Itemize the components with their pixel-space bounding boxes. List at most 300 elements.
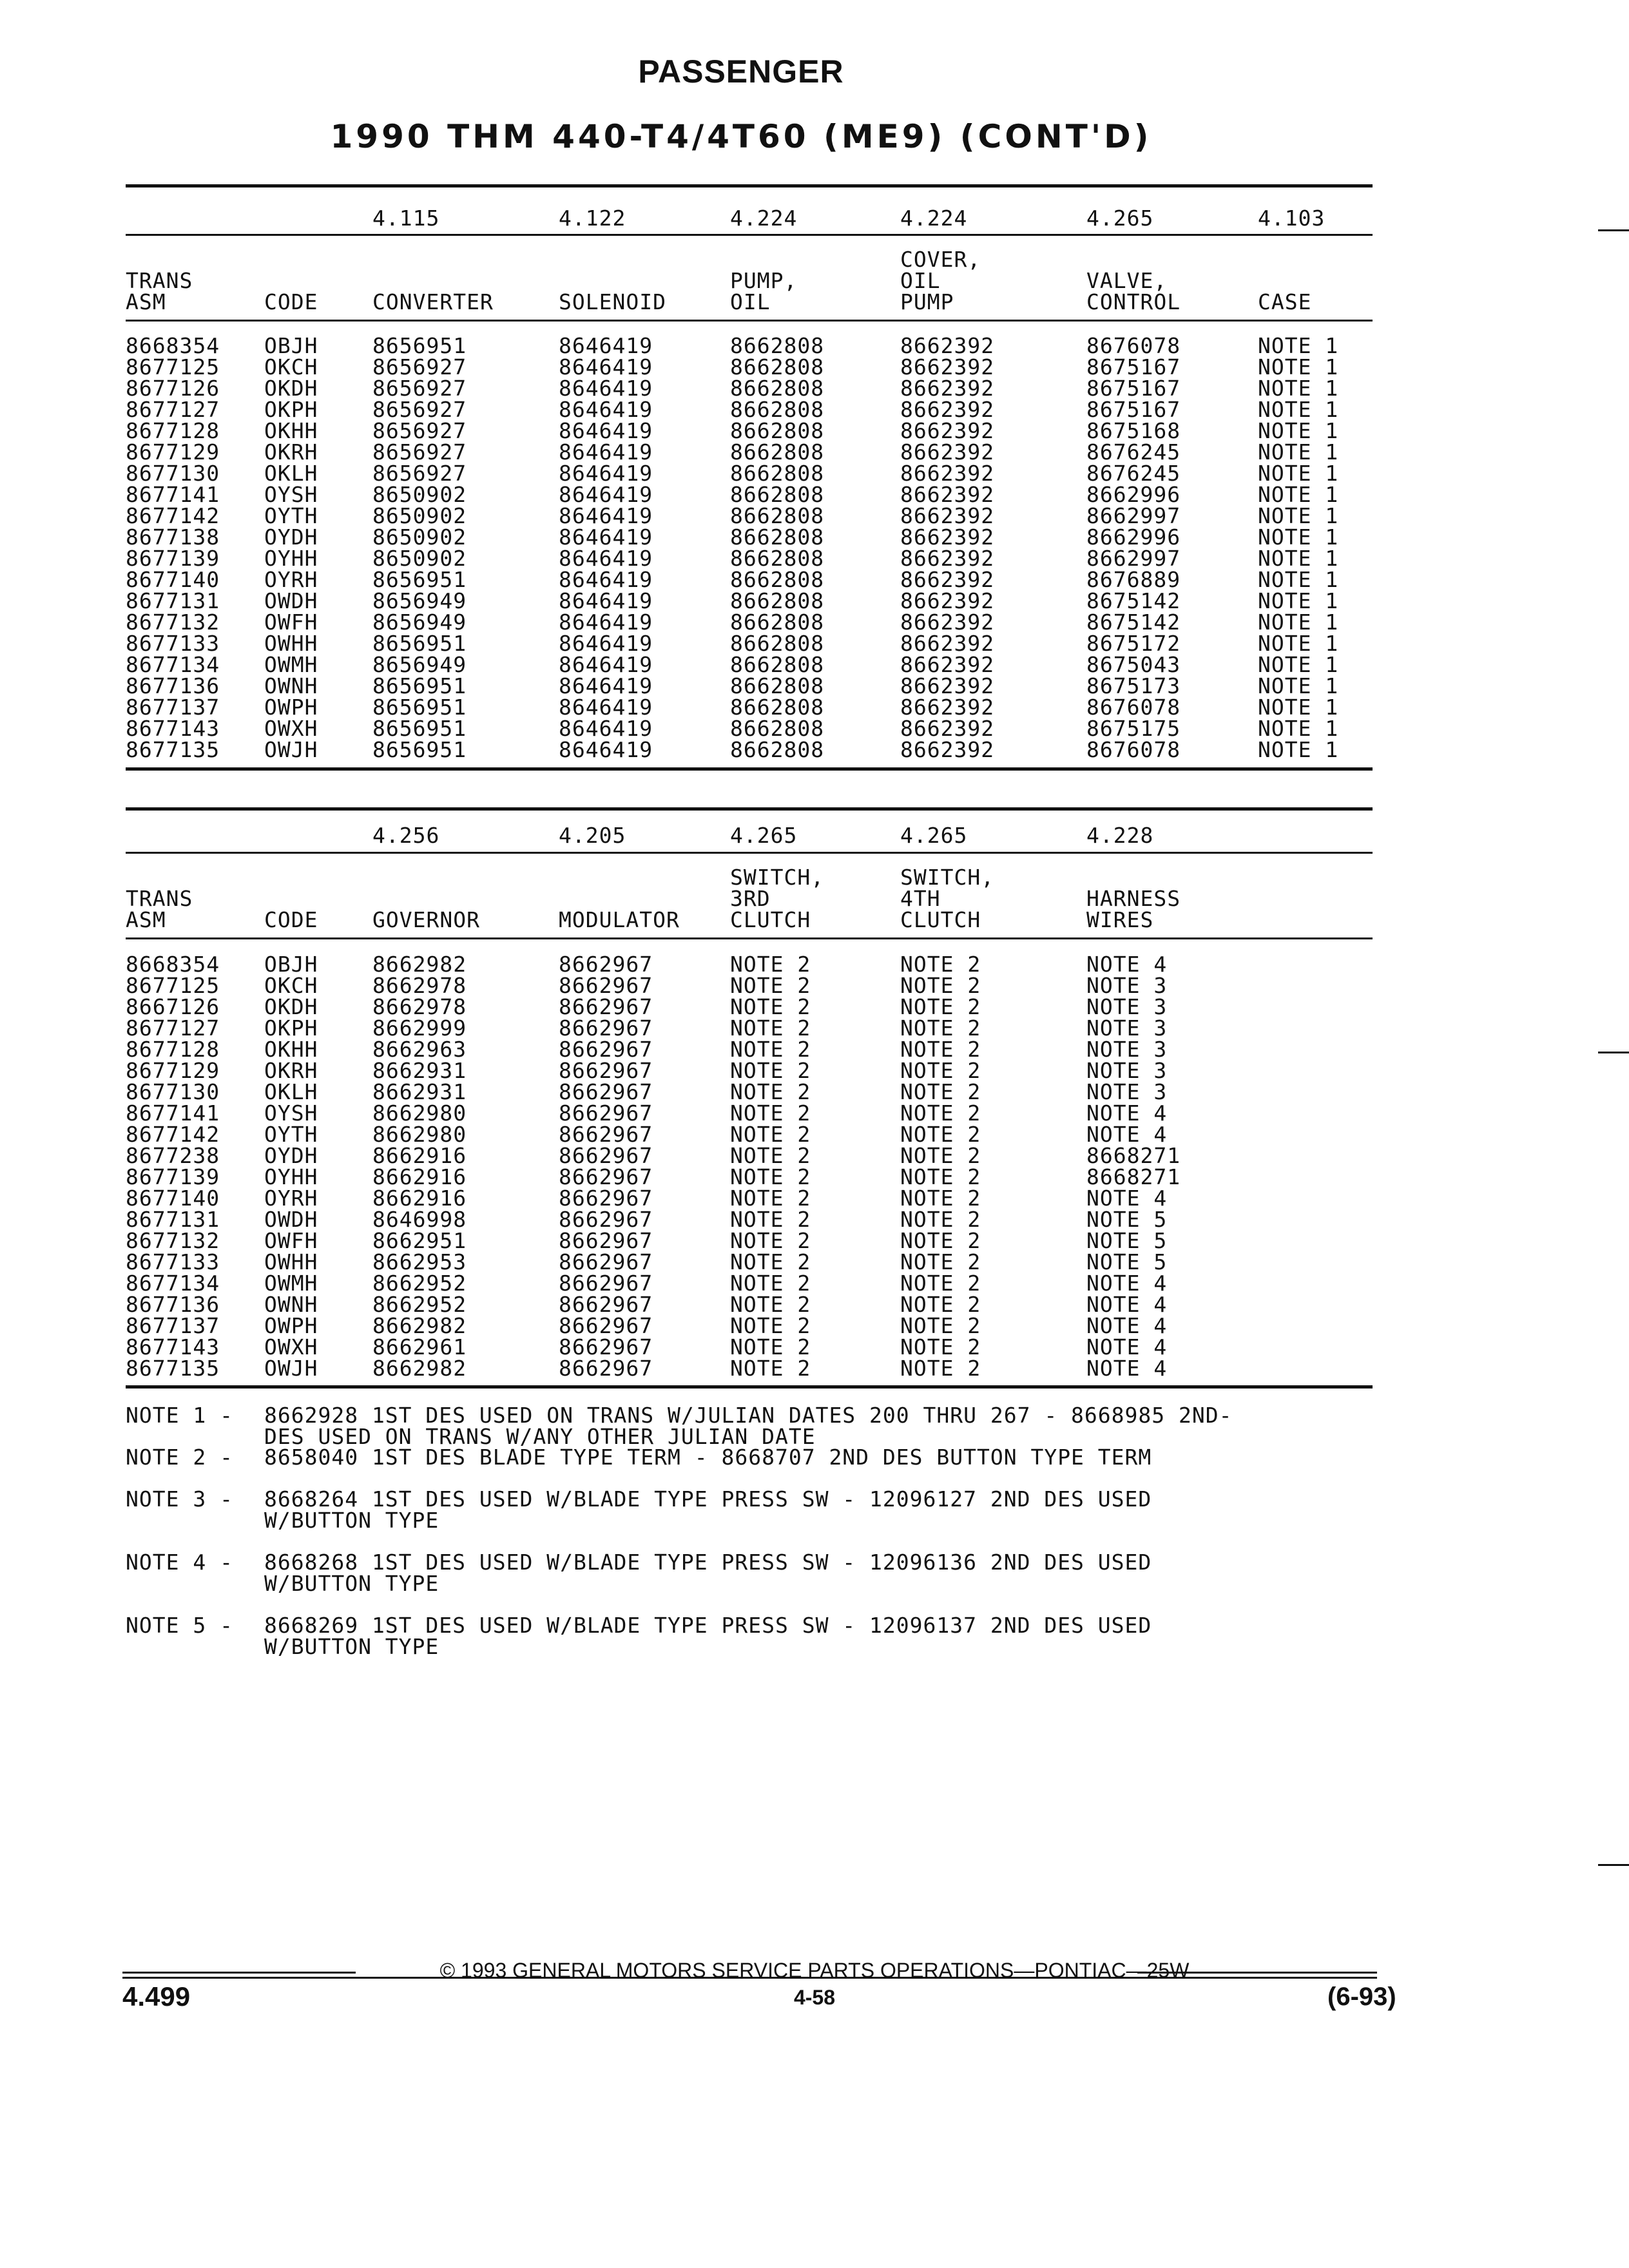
table-cell: 8662392 [900, 524, 995, 550]
table-cell: NOTE 2 [730, 1207, 811, 1232]
table-cell: NOTE 1 [1258, 418, 1339, 443]
table-cell: NOTE 3 [1086, 1058, 1168, 1083]
table-cell: 8662808 [730, 397, 825, 422]
table-cell: NOTE 1 [1258, 354, 1339, 380]
table-cell: NOTE 5 [1086, 1207, 1168, 1232]
table-cell: 8662808 [730, 546, 825, 571]
table-cell: 8646419 [559, 333, 653, 358]
table-cell: 8646419 [559, 673, 653, 698]
table-cell: NOTE 1 [1258, 631, 1339, 656]
table-cell: 8662808 [730, 695, 825, 720]
table-cell: 8662392 [900, 376, 995, 401]
table-cell: 8650902 [372, 546, 467, 571]
table-cell: 8662967 [559, 973, 653, 998]
table-cell: NOTE 1 [1258, 461, 1339, 486]
group-number: 4.265 [1086, 206, 1154, 231]
table-cell: 8656951 [372, 737, 467, 762]
table-cell: 8677134 [126, 1271, 220, 1296]
table-cell: 8662967 [559, 1334, 653, 1360]
table-cell: 8662392 [900, 673, 995, 698]
column-header: CASE [1258, 289, 1312, 314]
table-cell: 8677131 [126, 588, 220, 613]
table-cell: 8662967 [559, 952, 653, 977]
table-cell: NOTE 3 [1086, 1079, 1168, 1104]
table-cell: 8662392 [900, 461, 995, 486]
table-cell: 8662808 [730, 631, 825, 656]
table-cell: 8677127 [126, 1015, 220, 1041]
group-number: 4.115 [372, 206, 440, 231]
table-cell: 8662808 [730, 716, 825, 741]
table-cell: OKRH [264, 1058, 318, 1083]
table-cell: OKHH [264, 418, 318, 443]
table-cell: 8668271 [1086, 1164, 1181, 1189]
table-cell: NOTE 1 [1258, 503, 1339, 528]
column-header: CONVERTER [372, 289, 494, 314]
table-cell: 8662978 [372, 994, 467, 1019]
table-cell: 8646419 [559, 354, 653, 380]
table-cell: NOTE 2 [900, 1313, 981, 1338]
table-cell: OYTH [264, 503, 318, 528]
table-cell: 8646419 [559, 376, 653, 401]
table-cell: NOTE 4 [1086, 1186, 1168, 1211]
table-cell: 8662967 [559, 1292, 653, 1317]
table-cell: 8677137 [126, 695, 220, 720]
table-cell: NOTE 2 [900, 1334, 981, 1360]
footer-copyright: © 1993 GENERAL MOTORS SERVICE PARTS OPERATIONS—PONTIAC—25W [439, 1959, 1190, 1982]
note-text: 8658040 1ST DES BLADE TYPE TERM - 8668707 2ND DES BUTTON TYPE TERM [264, 1445, 1152, 1470]
table-cell: OWHH [264, 631, 318, 656]
table-cell: OYDH [264, 524, 318, 550]
table-cell: 8646419 [559, 546, 653, 571]
table-cell: 8675167 [1086, 397, 1181, 422]
table-cell: 8662967 [559, 1186, 653, 1211]
table-cell: NOTE 2 [730, 1015, 811, 1041]
group-number: 4.256 [372, 823, 440, 848]
table-cell: OWXH [264, 1334, 318, 1360]
table-cell: 8662996 [1086, 482, 1181, 507]
table-cell: 8677128 [126, 418, 220, 443]
table-cell: OYRH [264, 567, 318, 592]
table-cell: 8677140 [126, 1186, 220, 1211]
table-cell: NOTE 2 [730, 1334, 811, 1360]
table-cell: NOTE 2 [730, 994, 811, 1019]
table-cell: 8675167 [1086, 376, 1181, 401]
table-cell: NOTE 1 [1258, 567, 1339, 592]
table-cell: NOTE 4 [1086, 1356, 1168, 1381]
table-cell: OKCH [264, 354, 318, 380]
table-cell: NOTE 2 [730, 1037, 811, 1062]
table-cell: 8676245 [1086, 439, 1181, 465]
footer-date: (6-93) [1327, 1983, 1396, 2011]
table-top-rule [126, 184, 1373, 187]
table-cell: 8646419 [559, 439, 653, 465]
column-header: TRANS ASM [126, 268, 193, 314]
table-cell: 8662967 [559, 1313, 653, 1338]
table-cell: NOTE 4 [1086, 1313, 1168, 1338]
table-cell: 8677137 [126, 1313, 220, 1338]
column-header: TRANS ASM [126, 886, 193, 932]
table-cell: 8662808 [730, 673, 825, 698]
table-cell: 8662982 [372, 1313, 467, 1338]
table-cell: 8676889 [1086, 567, 1181, 592]
table-cell: NOTE 3 [1086, 973, 1168, 998]
table-cell: NOTE 2 [730, 1271, 811, 1296]
table-cell: 8677132 [126, 610, 220, 635]
table-cell: 8646419 [559, 461, 653, 486]
table-cell: 8662392 [900, 418, 995, 443]
table-cell: OYTH [264, 1122, 318, 1147]
footer-page-number: 4-58 [793, 1986, 836, 2009]
table-cell: OWMH [264, 652, 318, 677]
table-cell: NOTE 2 [730, 1356, 811, 1381]
table-cell: OWJH [264, 737, 318, 762]
table-cell: 8646419 [559, 567, 653, 592]
table-cell: 8662392 [900, 716, 995, 741]
table-cell: OWDH [264, 1207, 318, 1232]
table-cell: NOTE 2 [900, 1228, 981, 1253]
table-cell: 8662967 [559, 1143, 653, 1168]
table-cell: 8662392 [900, 503, 995, 528]
table-cell: 8677132 [126, 1228, 220, 1253]
column-header: SWITCH, 3RD CLUTCH [730, 865, 825, 932]
table-cell: 8675172 [1086, 631, 1181, 656]
group-number: 4.265 [900, 823, 968, 848]
table-cell: NOTE 2 [730, 1292, 811, 1317]
table-cell: 8656951 [372, 673, 467, 698]
table-cell: OKRH [264, 439, 318, 465]
table-cell: OWHH [264, 1249, 318, 1274]
table-cell: 8677133 [126, 1249, 220, 1274]
table-cell: 8668271 [1086, 1143, 1181, 1168]
table-cell: 8677128 [126, 1037, 220, 1062]
table-cell: OWPH [264, 1313, 318, 1338]
table-cell: 8677127 [126, 397, 220, 422]
table-cell: OKHH [264, 1037, 318, 1062]
table-cell: NOTE 2 [900, 1249, 981, 1274]
table-cell: 8656949 [372, 588, 467, 613]
table-cell: 8677143 [126, 716, 220, 741]
table-cell: 8662392 [900, 652, 995, 677]
table-cell: 8677143 [126, 1334, 220, 1360]
table-cell: 8662967 [559, 994, 653, 1019]
table-cell: 8656927 [372, 376, 467, 401]
table-cell: 8646419 [559, 695, 653, 720]
table-cell: 8677139 [126, 1164, 220, 1189]
table-cell: NOTE 2 [730, 1228, 811, 1253]
table-cell: 8677129 [126, 1058, 220, 1083]
table-cell: NOTE 2 [730, 1143, 811, 1168]
table-cell: 8662931 [372, 1079, 467, 1104]
table-cell: NOTE 2 [900, 973, 981, 998]
table-cell: OYDH [264, 1143, 318, 1168]
margin-mark [1598, 229, 1629, 231]
table-cell: 8662967 [559, 1122, 653, 1147]
table-cell: 8646998 [372, 1207, 467, 1232]
table-cell: NOTE 2 [730, 1313, 811, 1338]
table-header-rule [126, 320, 1373, 322]
table-cell: NOTE 3 [1086, 994, 1168, 1019]
table-cell: 8656927 [372, 354, 467, 380]
table-cell: 8656927 [372, 439, 467, 465]
table-cell: 8677130 [126, 461, 220, 486]
table-cell: 8650902 [372, 524, 467, 550]
table-cell: 8650902 [372, 482, 467, 507]
table-cell: 8662808 [730, 567, 825, 592]
table-cell: OYSH [264, 1100, 318, 1126]
table-cell: 8677134 [126, 652, 220, 677]
table-cell: 8662808 [730, 588, 825, 613]
table-cell: 8677130 [126, 1079, 220, 1104]
table-cell: 8677140 [126, 567, 220, 592]
table-cell: OWFH [264, 1228, 318, 1253]
table-cell: OYHH [264, 546, 318, 571]
table-cell: 8662808 [730, 418, 825, 443]
column-header: SOLENOID [559, 289, 666, 314]
column-header: MODULATOR [559, 907, 680, 932]
table-number-rule [126, 852, 1373, 854]
table-cell: NOTE 4 [1086, 1122, 1168, 1147]
group-number: 4.265 [730, 823, 798, 848]
table-cell: NOTE 2 [730, 1122, 811, 1147]
table-cell: NOTE 2 [900, 1079, 981, 1104]
table-cell: 8662967 [559, 1015, 653, 1041]
table-cell: NOTE 2 [900, 994, 981, 1019]
note-label: NOTE 2 - [126, 1445, 233, 1470]
table-cell: OKDH [264, 376, 318, 401]
table-cell: NOTE 2 [730, 1079, 811, 1104]
table-cell: OYSH [264, 482, 318, 507]
page-title: 1990 THM 440-T4/4T60 (ME9) (CONT'D) [330, 118, 1152, 155]
column-header: SWITCH, 4TH CLUTCH [900, 865, 995, 932]
table-cell: 8676078 [1086, 333, 1181, 358]
table-bottom-rule [126, 767, 1373, 771]
table-cell: 8662952 [372, 1271, 467, 1296]
table-cell: 8662967 [559, 1037, 653, 1062]
table-cell: 8662967 [559, 1058, 653, 1083]
table-cell: NOTE 1 [1258, 652, 1339, 677]
table-cell: OKDH [264, 994, 318, 1019]
table-cell: OYHH [264, 1164, 318, 1189]
table-cell: 8646419 [559, 652, 653, 677]
table-cell: 8662978 [372, 973, 467, 998]
page-category: PASSENGER [638, 53, 844, 90]
table-cell: 8677125 [126, 354, 220, 380]
table-cell: NOTE 2 [900, 952, 981, 977]
table-cell: OWPH [264, 695, 318, 720]
table-cell: OKPH [264, 397, 318, 422]
table-cell: 8646419 [559, 418, 653, 443]
table-cell: 8646419 [559, 631, 653, 656]
table-cell: 8662967 [559, 1271, 653, 1296]
table-cell: NOTE 2 [900, 1058, 981, 1083]
group-number: 4.205 [559, 823, 626, 848]
table-cell: 8662392 [900, 695, 995, 720]
table-cell: 8677133 [126, 631, 220, 656]
table-header-rule [126, 937, 1373, 939]
table-cell: 8677136 [126, 1292, 220, 1317]
table-top-rule [126, 807, 1373, 811]
column-header: CODE [264, 907, 318, 932]
table-cell: OYRH [264, 1186, 318, 1211]
table-cell: 8662808 [730, 354, 825, 380]
column-header: GOVERNOR [372, 907, 480, 932]
table-cell: NOTE 1 [1258, 716, 1339, 741]
group-number: 4.103 [1258, 206, 1325, 231]
table-cell: 8662952 [372, 1292, 467, 1317]
table-cell: OKPH [264, 1015, 318, 1041]
table-cell: 8662916 [372, 1186, 467, 1211]
table-cell: 8677141 [126, 482, 220, 507]
table-cell: OKCH [264, 973, 318, 998]
table-cell: NOTE 5 [1086, 1228, 1168, 1253]
note-text: 8668268 1ST DES USED W/BLADE TYPE PRESS SW - 12096136 2ND DES USED W/BUTTON TYPE [264, 1550, 1152, 1596]
table-cell: NOTE 1 [1258, 439, 1339, 465]
table-cell: 8656951 [372, 333, 467, 358]
table-cell: NOTE 4 [1086, 1100, 1168, 1126]
table-cell: 8662808 [730, 376, 825, 401]
table-cell: NOTE 2 [730, 1249, 811, 1274]
group-number: 4.224 [900, 206, 968, 231]
table-cell: 8662808 [730, 503, 825, 528]
note-text: 8662928 1ST DES USED ON TRANS W/JULIAN DATES 200 THRU 267 - 8668985 2ND- DES USED ON TRANS W/ANY OTHER JULIAN DATE [264, 1403, 1233, 1449]
table-cell: 8646419 [559, 588, 653, 613]
table-cell: 8650902 [372, 503, 467, 528]
table-cell: 8656951 [372, 716, 467, 741]
table-cell: 8662808 [730, 737, 825, 762]
group-number: 4.228 [1086, 823, 1154, 848]
table-cell: 8662967 [559, 1164, 653, 1189]
table-cell: NOTE 4 [1086, 952, 1168, 977]
table-cell: 8662953 [372, 1249, 467, 1274]
margin-mark [1598, 1052, 1629, 1053]
footer-section-number: 4.499 [122, 1981, 191, 2012]
table-cell: 8675142 [1086, 588, 1181, 613]
table-cell: 8646419 [559, 397, 653, 422]
table-cell: 8662392 [900, 631, 995, 656]
table-cell: 8668354 [126, 333, 220, 358]
note-label: NOTE 3 - [126, 1486, 233, 1512]
table-cell: 8675167 [1086, 354, 1181, 380]
column-header: VALVE, CONTROL [1086, 268, 1181, 314]
table-number-rule [126, 234, 1373, 236]
table-cell: 8667126 [126, 994, 220, 1019]
table-cell: 8677126 [126, 376, 220, 401]
table-cell: NOTE 2 [900, 1015, 981, 1041]
table-cell: 8662961 [372, 1334, 467, 1360]
table-cell: 8662980 [372, 1100, 467, 1126]
table-cell: NOTE 2 [730, 952, 811, 977]
table-cell: 8646419 [559, 524, 653, 550]
table-cell: NOTE 1 [1258, 695, 1339, 720]
table-cell: 8662967 [559, 1228, 653, 1253]
table-cell: 8646419 [559, 716, 653, 741]
table-cell: OWNH [264, 673, 318, 698]
table-cell: OWMH [264, 1271, 318, 1296]
table-cell: 8677142 [126, 503, 220, 528]
table-cell: 8662916 [372, 1164, 467, 1189]
table-cell: 8677135 [126, 1356, 220, 1381]
table-cell: OBJH [264, 952, 318, 977]
table-cell: 8675043 [1086, 652, 1181, 677]
table-cell: 8668354 [126, 952, 220, 977]
table-cell: 8662392 [900, 397, 995, 422]
table-cell: NOTE 1 [1258, 397, 1339, 422]
table-cell: NOTE 1 [1258, 482, 1339, 507]
table-cell: 8662808 [730, 333, 825, 358]
table-cell: 8676078 [1086, 737, 1181, 762]
column-header: HARNESS WIRES [1086, 886, 1181, 932]
table-cell: NOTE 3 [1086, 1015, 1168, 1041]
table-cell: 8646419 [559, 610, 653, 635]
table-cell: 8677139 [126, 546, 220, 571]
table-bottom-rule [126, 1385, 1373, 1389]
table-cell: NOTE 2 [900, 1143, 981, 1168]
table-cell: 8656949 [372, 610, 467, 635]
table-cell: 8662967 [559, 1100, 653, 1126]
table-cell: 8662808 [730, 652, 825, 677]
table-cell: 8677131 [126, 1207, 220, 1232]
table-cell: 8646419 [559, 482, 653, 507]
table-cell: 8662392 [900, 737, 995, 762]
table-cell: 8646419 [559, 503, 653, 528]
table-cell: 8677142 [126, 1122, 220, 1147]
table-cell: NOTE 2 [900, 1271, 981, 1296]
table-cell: 8656951 [372, 567, 467, 592]
table-cell: 8662997 [1086, 503, 1181, 528]
column-header: COVER, OIL PUMP [900, 247, 981, 314]
table-cell: NOTE 1 [1258, 737, 1339, 762]
table-cell: 8662392 [900, 610, 995, 635]
note-label: NOTE 5 - [126, 1613, 233, 1638]
table-cell: 8662392 [900, 354, 995, 380]
table-cell: 8656927 [372, 418, 467, 443]
table-cell: 8662392 [900, 439, 995, 465]
table-cell: 8662808 [730, 482, 825, 507]
table-cell: NOTE 1 [1258, 673, 1339, 698]
table-cell: NOTE 4 [1086, 1334, 1168, 1360]
table-cell: NOTE 4 [1086, 1292, 1168, 1317]
table-cell: 8675175 [1086, 716, 1181, 741]
group-number: 4.122 [559, 206, 626, 231]
table-cell: 8662392 [900, 588, 995, 613]
table-cell: NOTE 4 [1086, 1271, 1168, 1296]
table-cell: 8646419 [559, 737, 653, 762]
table-cell: OWXH [264, 716, 318, 741]
table-cell: OWFH [264, 610, 318, 635]
table-cell: NOTE 1 [1258, 610, 1339, 635]
table-cell: NOTE 2 [900, 1164, 981, 1189]
table-cell: 8675142 [1086, 610, 1181, 635]
table-cell: 8662916 [372, 1143, 467, 1168]
note-label: NOTE 1 - [126, 1403, 233, 1428]
table-cell: 8662931 [372, 1058, 467, 1083]
table-cell: 8662980 [372, 1122, 467, 1147]
column-header: PUMP, OIL [730, 268, 798, 314]
table-cell: 8662392 [900, 482, 995, 507]
column-header: CODE [264, 289, 318, 314]
margin-mark [1598, 1864, 1629, 1866]
table-cell: 8662997 [1086, 546, 1181, 571]
table-cell: 8662392 [900, 567, 995, 592]
table-cell: 8662967 [559, 1207, 653, 1232]
table-cell: 8662963 [372, 1037, 467, 1062]
table-cell: NOTE 2 [730, 1186, 811, 1211]
group-number: 4.224 [730, 206, 798, 231]
table-cell: NOTE 2 [900, 1100, 981, 1126]
table-cell: NOTE 2 [730, 973, 811, 998]
table-cell: NOTE 1 [1258, 524, 1339, 550]
table-cell: 8677135 [126, 737, 220, 762]
